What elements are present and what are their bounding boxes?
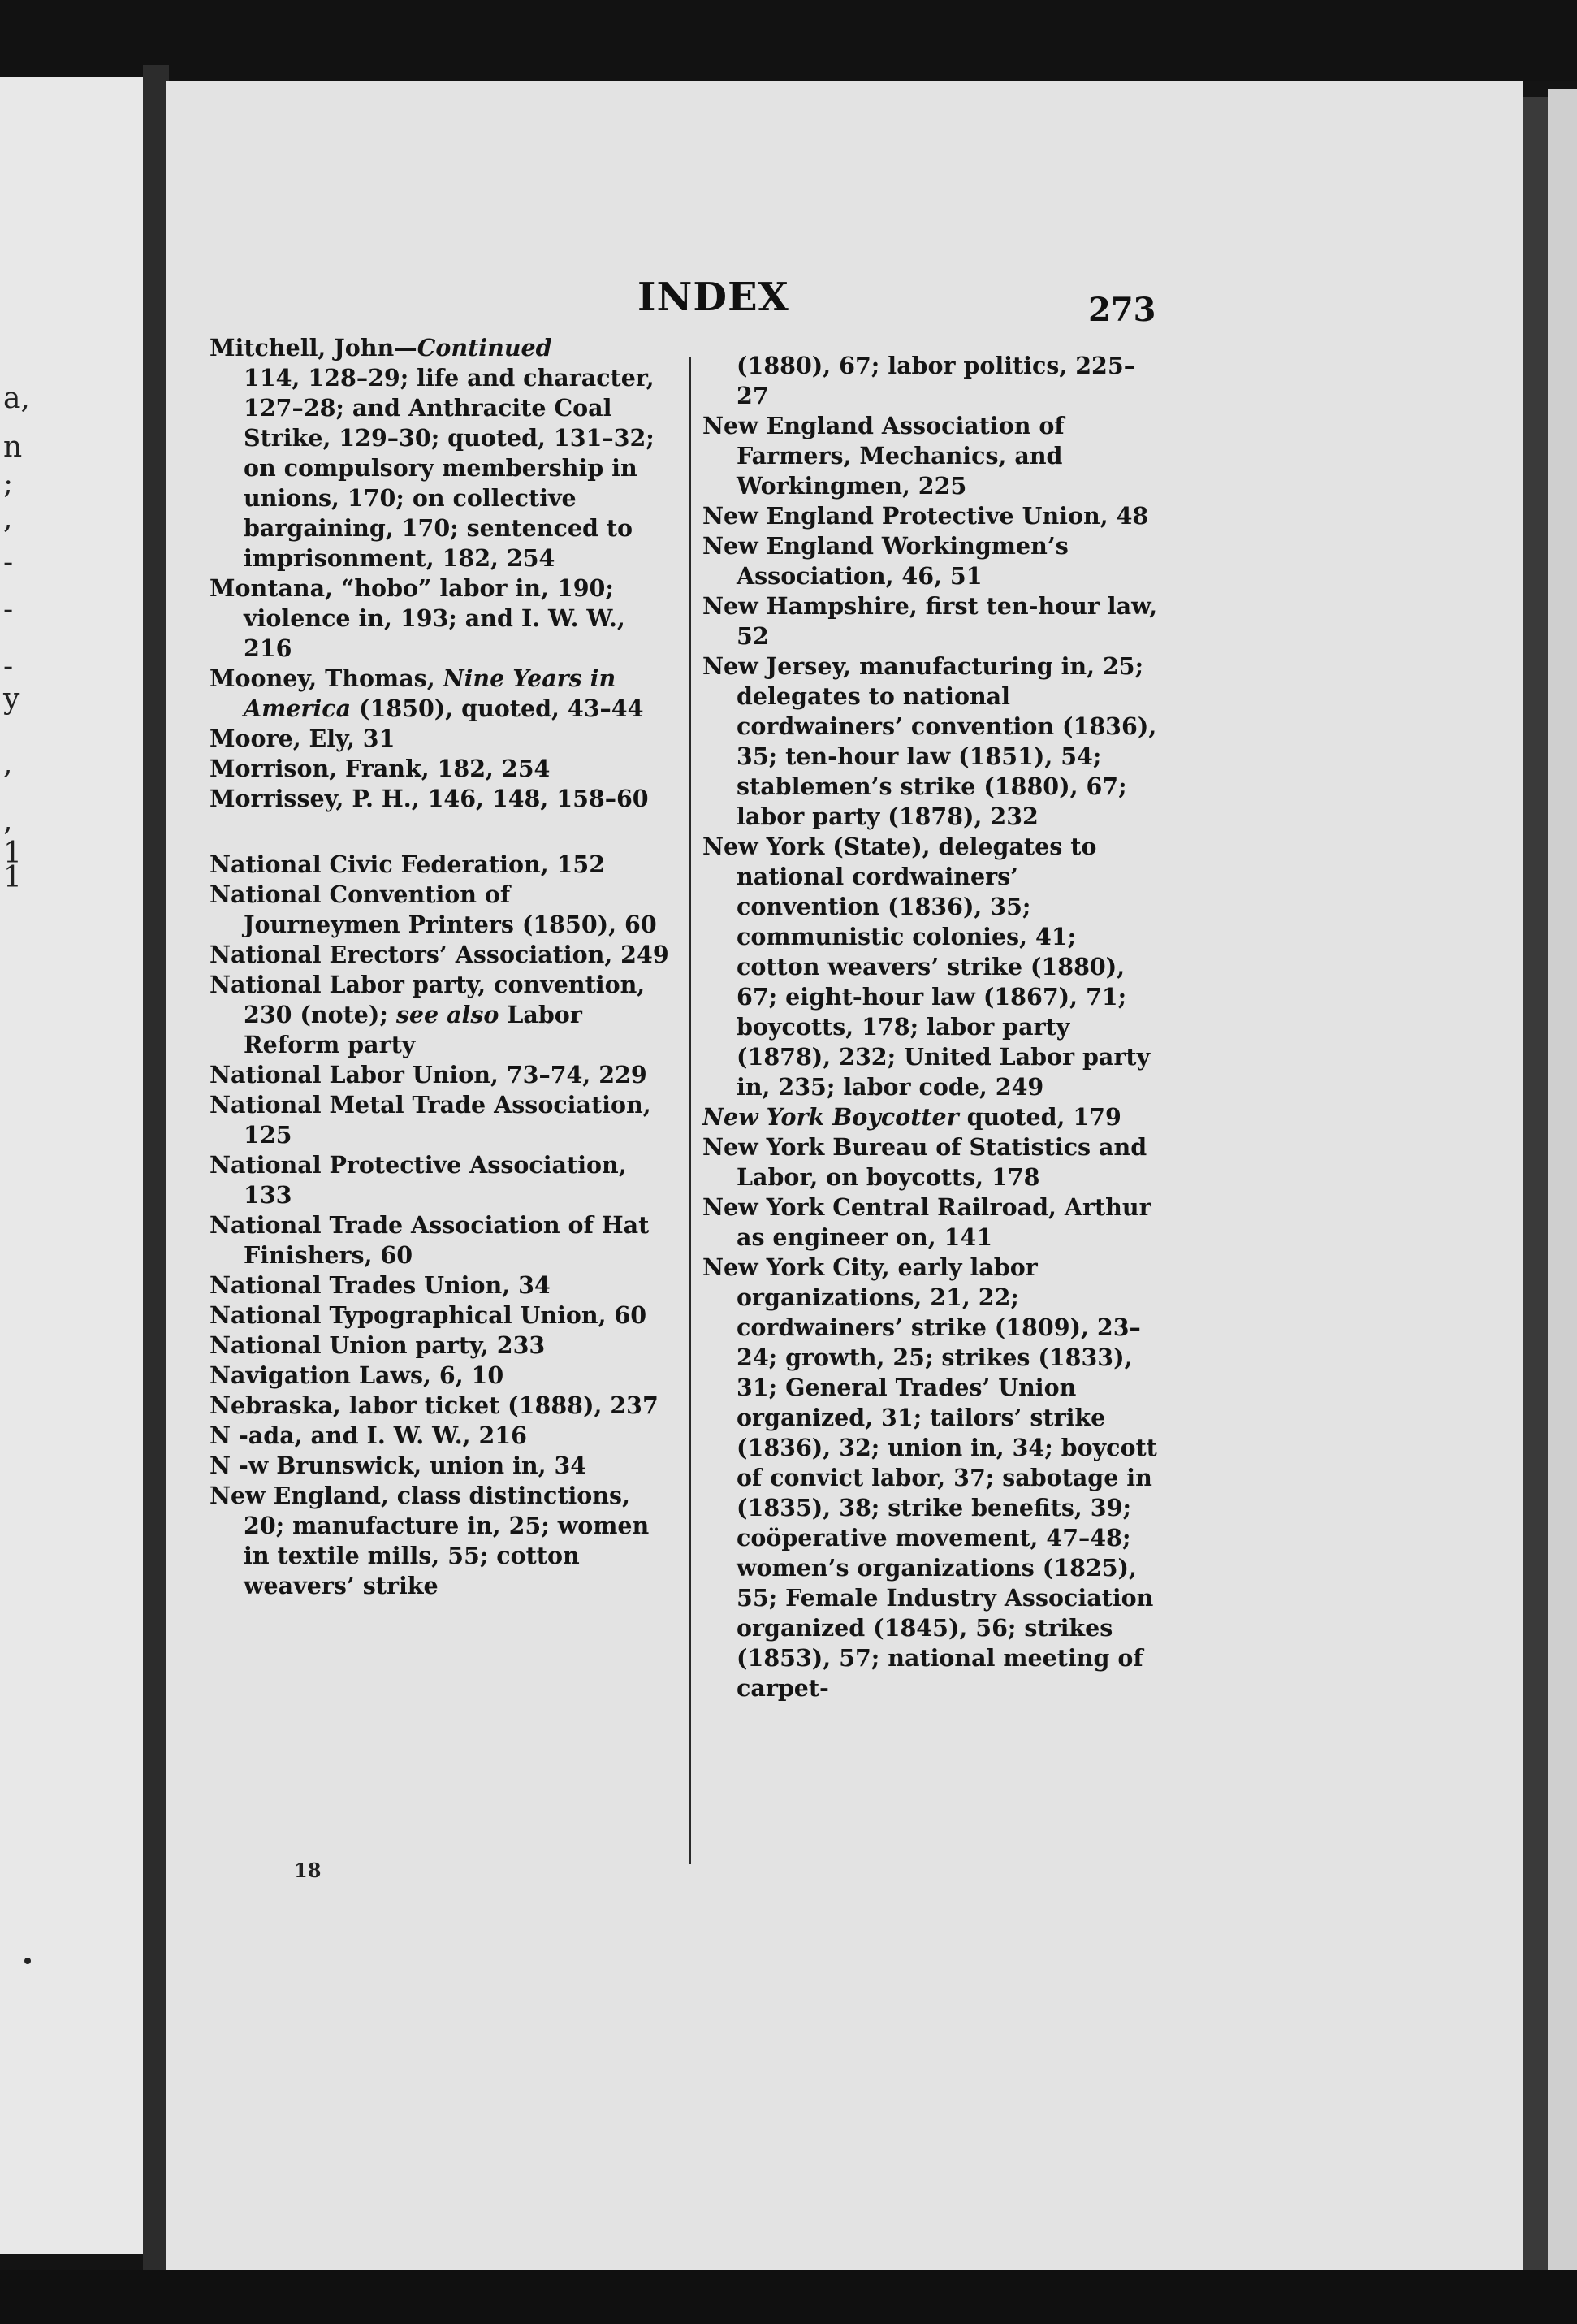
index-entry: Nebraska, labor ticket (1888), 237 — [210, 1391, 659, 1419]
index-entry: New York Central Railroad, Arthur as engineer on, 141 — [702, 1193, 1151, 1251]
facing-page-mark: - — [3, 546, 14, 579]
scan-top-border — [0, 0, 1577, 81]
index-entry: National Erectors’ Association, 249 — [210, 941, 669, 968]
index-entry: Navigation Laws, 6, 10 — [210, 1361, 504, 1389]
facing-page-mark: - — [3, 650, 14, 683]
index-entry: Mooney, Thomas, Nine Years in America (1850), quoted, 43–44 — [210, 664, 644, 722]
index-entry: New England, class distinctions, 20; manufacture in, 25; women in textile mills, 55; cotton weavers’ strike — [210, 1482, 650, 1599]
index-entry: New York Bureau of Statistics and Labor, on boycotts, 178 — [702, 1133, 1147, 1191]
index-entry: National Trades Union, 34 — [210, 1271, 551, 1299]
index-entry: Morrissey, P. H., 146, 148, 158–60 — [210, 785, 649, 812]
index-entry: National Convention of Journeymen Printers (1850), 60 — [210, 881, 657, 938]
facing-page-mark: , — [3, 804, 13, 837]
entry-group-spacer — [210, 814, 672, 850]
index-column-left — [210, 333, 672, 1601]
facing-page-mark: y — [3, 682, 20, 716]
facing-page-mark: a, — [3, 382, 30, 415]
index-entry: National Labor party, convention, 230 (note); see also Labor Reform party — [210, 971, 646, 1058]
index-entry: National Civic Federation, 152 — [210, 850, 606, 878]
index-entry: National Union party, 233 — [210, 1331, 546, 1359]
index-entry: New Hampshire, first ten-hour law, 52 — [702, 592, 1158, 650]
page-fore-edge — [1548, 89, 1577, 2274]
index-entry: National Labor Union, 73–74, 229 — [210, 1061, 647, 1088]
index-entry: New Jersey, manufacturing in, 25; delegates to national cordwainers’ convention (1836), 35; ten-hour law (1851), 54; stablemen’s strike (1880), 67; labor party (1878), 232 — [702, 652, 1157, 830]
page-number: 273 — [1088, 291, 1156, 329]
index-entry: Moore, Ely, 31 — [210, 725, 395, 752]
facing-page-mark: , — [3, 747, 13, 781]
index-entry: N ‑ada, and I. W. W., 216 — [210, 1422, 527, 1449]
index-entry: New York Boycotter quoted, 179 — [702, 1103, 1121, 1131]
index-heading: Mitchell, John—Continued — [210, 334, 552, 361]
signature-mark: 18 — [294, 1859, 322, 1882]
index-entry: National Trade Association of Hat Finishers, 60 — [210, 1211, 650, 1269]
index-entry: National Typographical Union, 60 — [210, 1301, 647, 1329]
index-entry: Morrison, Frank, 182, 254 — [210, 755, 551, 782]
index-entry: New England Association of Farmers, Mechanics, and Workingmen, 225 — [702, 412, 1065, 500]
facing-page-mark: ; — [3, 467, 14, 500]
facing-page-mark: - — [3, 593, 14, 626]
column-rule — [689, 357, 691, 1864]
index-entry: National Metal Trade Association, 125 — [210, 1091, 651, 1149]
index-entry: N ‑w Brunswick, union in, 34 — [210, 1452, 587, 1479]
index-entry: Montana, “hobo” labor in, 190; violence in, 193; and I. W. W., 216 — [210, 574, 625, 662]
facing-page-mark: , — [3, 502, 13, 535]
facing-page-mark: 1 — [3, 861, 22, 894]
page-edge-shadow — [1523, 97, 1548, 2274]
index-entry: New England Protective Union, 48 — [702, 502, 1149, 530]
index-entry: National Protective Association, 133 — [210, 1151, 627, 1209]
scan-speck — [24, 1958, 31, 1964]
index-entry: New York City, early labor organizations, 21, 22; cordwainers’ strike (1809), 23–24; growth, 25; strikes (1833), 31; General Trades’ Union organized, 31; tailors’ strike (1836), 32; union in, 34; boycott of convict labor, 37; sabotage in (1835), 38; strike benefits, 39; coöperative movement, 47–48; women’s organizations (1825), 55; Female Industry Association organized (1845), 56; strikes (1853), 57; national meeting of carpet- — [702, 1253, 1157, 1702]
index-entry: (1880), 67; labor politics, 225–27 — [737, 352, 1135, 409]
scan-bottom-border — [0, 2270, 1577, 2324]
index-entry: New England Workingmen’s Association, 46, 51 — [702, 532, 1069, 590]
index-column-right — [702, 351, 1165, 1703]
index-entry: New York (State), delegates to national cordwainers’ convention (1836), 35; communistic colonies, 41; cotton weavers’ strike (1880), 67; eight-hour law (1867), 71; boycotts, 178; labor party (1878), 232; United Labor party in, 235; labor code, 249 — [702, 833, 1151, 1101]
index-entry: 114, 128–29; life and character, 127–28; and Anthracite Coal Strike, 129–30; quoted, 131–32; on compulsory membership in unions, 170; on collective bargaining, 170; sentenced to imprisonment, 182, 254 — [244, 364, 655, 572]
running-head: INDEX — [637, 275, 789, 320]
facing-page-mark: n — [3, 431, 23, 464]
facing-page-mark: 1 — [3, 837, 22, 870]
